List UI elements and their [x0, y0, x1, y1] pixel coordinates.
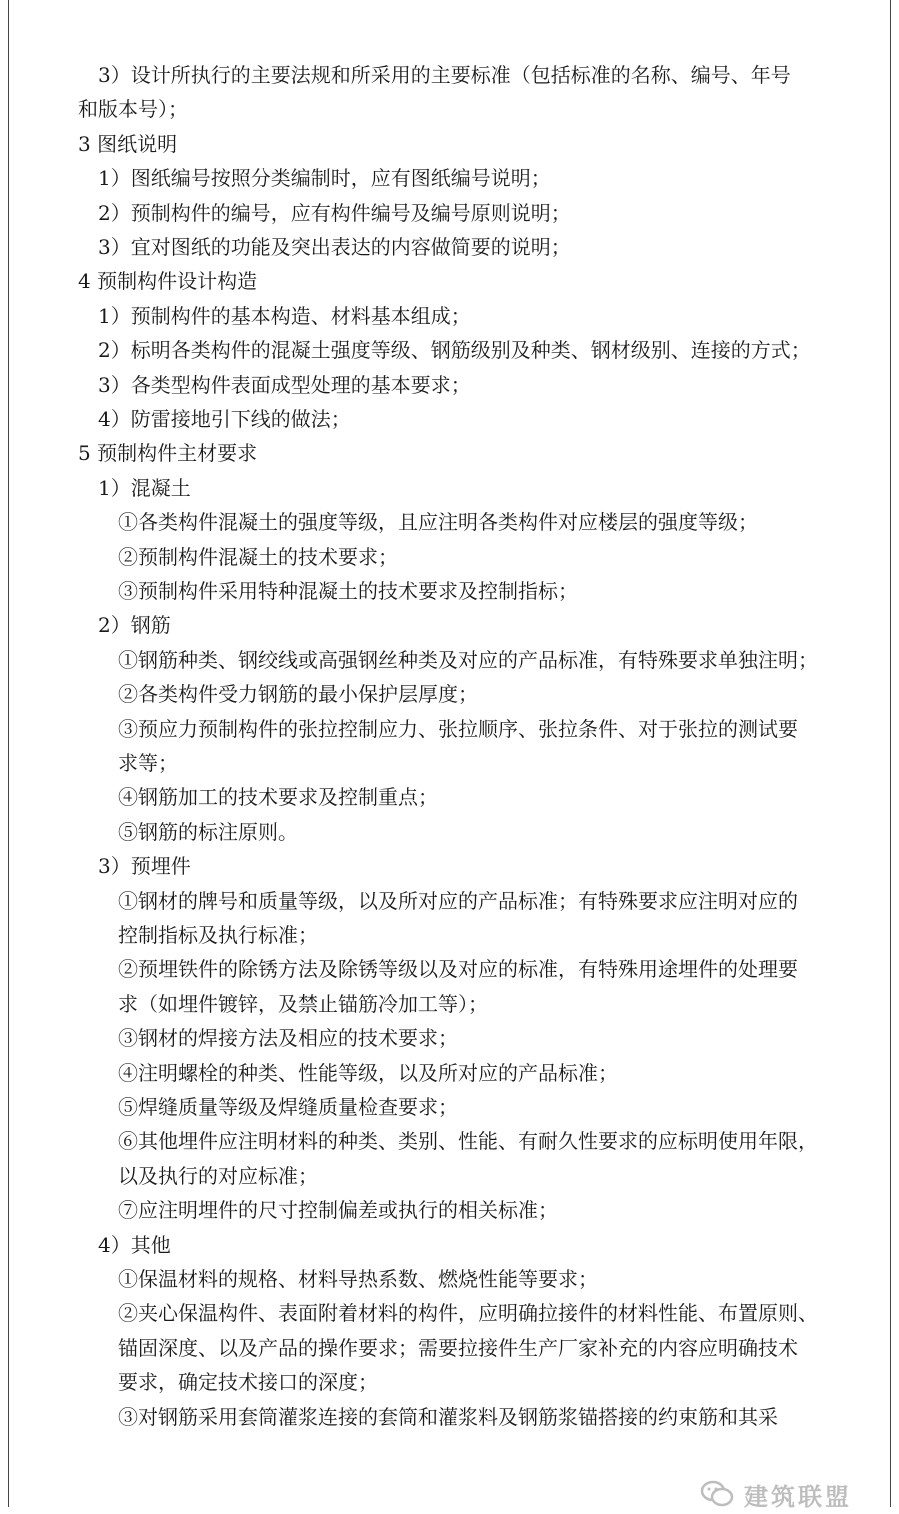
text-line: 求（如埋件镀锌，及禁止锚筋冷加工等）；	[118, 991, 488, 1016]
text-line: 2）标明各类构件的混凝土强度等级、钢筋级别及种类、钢材级别、连接的方式；	[98, 338, 811, 363]
text-line: ②预制构件混凝土的技术要求；	[118, 544, 398, 569]
text-line: ②夹心保温构件、表面附着材料的构件，应明确拉接件的材料性能、布置原则、	[118, 1301, 818, 1326]
text-line: 控制指标及执行标准；	[118, 923, 318, 947]
text-line: 锚固深度、以及产品的操作要求；需要拉接件生产厂家补充的内容应明确技术	[118, 1335, 798, 1360]
text-line: 3 图纸说明	[78, 131, 178, 156]
text-line: ③预应力预制构件的张拉控制应力、张拉顺序、张拉条件、对于张拉的测试要	[118, 716, 798, 741]
text-line: 1）混凝土	[98, 475, 191, 500]
text-line: ②各类构件受力钢筋的最小保护层厚度；	[118, 682, 478, 707]
text-line: ④钢筋加工的技术要求及控制重点；	[118, 785, 438, 810]
text-line: ①钢筋种类、钢绞线或高强钢丝种类及对应的产品标准，有特殊要求单独注明；	[118, 647, 818, 672]
text-line: ③钢材的焊接方法及相应的技术要求；	[118, 1026, 458, 1051]
text-line: ②预埋铁件的除锈方法及除锈等级以及对应的标准，有特殊用途埋件的处理要	[118, 957, 798, 982]
text-line: 和版本号）；	[78, 97, 188, 122]
page-border-left	[8, 0, 9, 1507]
text-line: 3）宜对图纸的功能及突出表达的内容做简要的说明；	[98, 235, 571, 259]
text-line: 3）各类型构件表面成型处理的基本要求；	[98, 372, 471, 397]
text-line: 求等；	[118, 751, 178, 775]
text-line: ③对钢筋采用套筒灌浆连接的套筒和灌浆料及钢筋浆锚搭接的约束筋和其采	[118, 1404, 778, 1429]
text-line: 3）预埋件	[98, 854, 191, 879]
text-line: 4 预制构件设计构造	[78, 269, 258, 294]
text-line: 要求，确定技术接口的深度；	[118, 1370, 378, 1395]
text-line: 4）其他	[98, 1232, 171, 1257]
watermark	[700, 1474, 852, 1514]
text-line: ①各类构件混凝土的强度等级，且应注明各类构件对应楼层的强度等级；	[118, 510, 758, 535]
text-line: 1）预制构件的基本构造、材料基本组成；	[98, 303, 471, 328]
page-border-right	[890, 0, 891, 1507]
text-line: ⑤钢筋的标注原则。	[118, 819, 298, 844]
text-line: ⑦应注明埋件的尺寸控制偏差或执行的相关标准；	[118, 1198, 558, 1223]
text-line: ①保温材料的规格、材料导热系数、燃烧性能等要求；	[118, 1267, 598, 1291]
text-line: ⑥其他埋件应注明材料的种类、类别、性能、有耐久性要求的应标明使用年限，	[118, 1129, 818, 1154]
text-line: 1）图纸编号按照分类编制时，应有图纸编号说明；	[98, 166, 551, 191]
text-line: ⑤焊缝质量等级及焊缝质量检查要求；	[118, 1095, 458, 1119]
text-line: ①钢材的牌号和质量等级，以及所对应的产品标准；有特殊要求应注明对应的	[118, 888, 798, 913]
text-line: 5 预制构件主材要求	[78, 441, 258, 466]
text-line: ③预制构件采用特种混凝土的技术要求及控制指标；	[118, 579, 578, 603]
text-line: 2）预制构件的编号，应有构件编号及编号原则说明；	[98, 200, 571, 225]
wechat-icon	[700, 1480, 734, 1508]
text-line: 4）防雷接地引下线的做法；	[98, 407, 351, 431]
text-line: 3）设计所执行的主要法规和所采用的主要标准（包括标准的名称、编号、年号	[98, 63, 791, 87]
text-line: 2）钢筋	[98, 613, 171, 638]
text-line: ④注明螺栓的种类、性能等级，以及所对应的产品标准；	[118, 1060, 618, 1085]
watermark-text: 建筑联盟	[744, 1482, 852, 1511]
text-line: 以及执行的对应标准；	[118, 1163, 318, 1188]
